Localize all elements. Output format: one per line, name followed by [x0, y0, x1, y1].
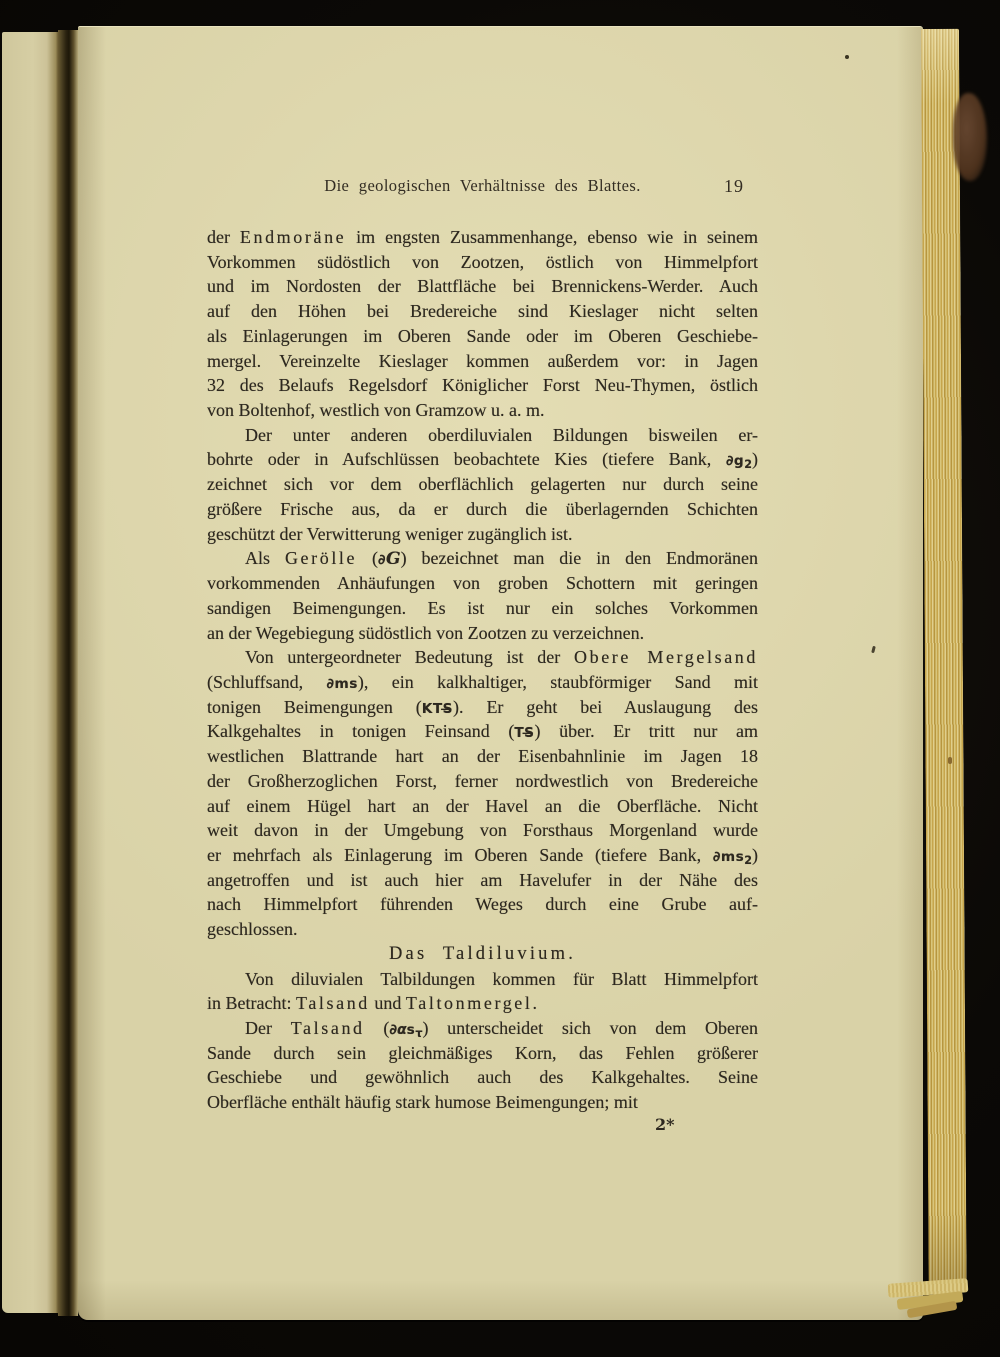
text-line	[207, 546, 758, 571]
text-segment: 2	[744, 853, 752, 867]
text-segment: 32 des Belaufs Regelsdorf Königlicher Forst Neu-Thymen, östlich	[207, 375, 758, 396]
text-line	[207, 917, 758, 942]
text-line	[207, 967, 758, 992]
text-segment: ∂ms	[712, 848, 745, 865]
text-segment: sandigen Beimengungen. Es ist nur ein solches Vorkommen	[207, 597, 758, 618]
paper-speck	[948, 757, 952, 764]
text-line	[207, 1065, 758, 1090]
text-segment: Der	[245, 1018, 291, 1038]
text-line	[207, 571, 758, 596]
text-segment: ) bezeichnet man die in den Endmoränen	[400, 548, 758, 569]
text-line	[207, 497, 758, 522]
text-segment: Das Taldiluvium.	[388, 943, 577, 964]
text-segment: Endmoräne	[239, 227, 347, 247]
paper-speck	[845, 55, 849, 59]
text-segment: geschützt der Verwitterung weniger zugänglich ist.	[207, 523, 573, 544]
binding-artifact	[953, 93, 987, 181]
text-segment: Sande durch sein gleichmäßiges Korn, das Fehlen größerer	[207, 1042, 758, 1063]
page-number: 19	[724, 176, 744, 196]
text-segment: TS̶	[514, 725, 535, 742]
text-line	[207, 645, 758, 670]
text-segment: Oberfläche enthält häufig stark humose Beimengungen; mit	[207, 1092, 638, 1113]
text-line	[207, 818, 758, 843]
facing-page-edge	[2, 32, 58, 1313]
text-segment: und im Nordosten der Blattfläche bei Brennickens-Werder. Auch	[207, 276, 758, 297]
text-line	[207, 1041, 758, 1066]
text-line	[207, 299, 758, 324]
text-segment: 2	[744, 458, 752, 472]
text-line	[207, 447, 758, 472]
text-segment: von Boltenhof, westlich von Gramzow u. a. m.	[207, 400, 545, 421]
text-segment: auf den Höhen bei Bredereiche sind Kieslager nicht selten	[207, 301, 758, 322]
text-segment: ∂	[378, 552, 386, 569]
text-segment: Gerölle	[284, 548, 358, 569]
text-segment: .	[532, 993, 538, 1014]
text-line	[207, 621, 758, 646]
text-line	[207, 472, 758, 497]
running-head-title: Die geologischen Verhältnisse des Blattes.	[324, 176, 641, 195]
text-segment: τ	[415, 1026, 423, 1040]
type-area	[207, 176, 758, 1134]
text-line	[207, 324, 758, 349]
text-segment: der	[207, 227, 240, 247]
text-segment: )	[752, 449, 758, 470]
text-line	[207, 373, 758, 398]
fore-edge-pages	[921, 29, 967, 1284]
text-segment: an der Wegebiegung südöstlich von Zootzen zu verzeichnen.	[207, 622, 645, 643]
text-segment: Taltonmergel	[405, 993, 533, 1014]
text-segment: größere Frische aus, da er durch die überlagernden Schichten	[207, 498, 758, 519]
text-segment: in Betracht:	[207, 993, 296, 1014]
text-segment: nach Himmelpfort führenden Weges durch eine Grube auf-	[207, 894, 758, 915]
text-line	[207, 744, 758, 769]
text-segment: Obere Mergelsand	[574, 647, 758, 668]
text-segment: Talsand	[290, 1018, 365, 1038]
text-line	[207, 423, 758, 448]
text-segment: Talsand	[295, 993, 370, 1014]
text-segment: westlichen Blattrande hart an der Eisenbahnlinie im Jagen 18	[207, 746, 758, 767]
text-segment: )	[752, 844, 758, 865]
text-line	[207, 398, 758, 423]
text-line	[207, 250, 758, 275]
text-line	[207, 225, 758, 250]
text-line	[207, 596, 758, 621]
text-segment: ), ein kalkhaltiger, staubförmiger Sand mit	[357, 671, 758, 692]
text-segment: Als	[245, 548, 285, 569]
text-segment: tonigen Beimengungen (	[207, 696, 422, 717]
text-line	[207, 695, 758, 720]
text-line	[207, 794, 758, 819]
text-segment: G	[385, 549, 401, 570]
gutter-shadow	[58, 30, 78, 1316]
text-segment: ∂g	[726, 453, 745, 470]
text-segment: Kalkgehaltes in tonigen Feinsand (	[207, 721, 515, 742]
text-line	[207, 1090, 758, 1115]
text-segment: (	[364, 1018, 390, 1038]
text-segment: ∂α	[389, 1022, 407, 1038]
text-segment: ). Er geht bei Auslaugung des	[453, 696, 758, 717]
text-body	[207, 225, 758, 1115]
text-line	[207, 991, 758, 1016]
text-segment: ∂ms	[326, 675, 358, 692]
text-segment: im engsten Zusammenhange, ebenso wie in seinem	[346, 227, 758, 247]
text-segment: Geschiebe und gewöhnlich auch des Kalkgehaltes. Seine	[207, 1067, 758, 1088]
text-segment: auf einem Hügel hart an der Havel an die Oberfläche. Nicht	[207, 795, 758, 816]
text-segment: ) über. Er tritt nur am	[534, 721, 758, 742]
text-segment: KTS̶	[421, 700, 454, 717]
text-segment: (	[357, 548, 379, 569]
text-line	[207, 892, 758, 917]
text-segment: zeichnet sich vor dem oberflächlich gelagerten nur durch seine	[207, 474, 758, 495]
text-segment: Vorkommen südöstlich von Zootzen, östlich von Himmelpfort	[207, 251, 758, 272]
text-segment: geschlossen.	[207, 919, 298, 940]
text-segment: er mehrfach als Einlagerung im Oberen Sande (tiefere Bank,	[207, 844, 713, 865]
text-line	[207, 522, 758, 547]
text-segment: bohrte oder in Aufschlüssen beobachtete Kies (tiefere Bank,	[207, 449, 726, 470]
text-segment: der Großherzoglichen Forst, ferner nordwestlich von Bredereiche	[207, 770, 758, 791]
text-segment: s	[406, 1022, 416, 1038]
text-segment: vorkommenden Anhäufungen von groben Schottern mit geringen	[207, 573, 758, 594]
text-segment: angetroffen und ist auch hier am Havelufer in der Nähe des	[207, 869, 758, 890]
text-segment: Der unter anderen oberdiluvialen Bildungen bisweilen er-	[245, 424, 758, 445]
running-head	[207, 176, 758, 198]
text-segment: Von diluvialen Talbildungen kommen für Blatt Himmelpfort	[245, 968, 758, 989]
text-line	[207, 719, 758, 744]
text-segment: (Schluffsand,	[207, 671, 327, 692]
text-segment: als Einlagerungen im Oberen Sande oder im Oberen Geschiebe-	[207, 325, 758, 346]
text-segment: ) unterscheidet sich von dem Oberen	[422, 1018, 758, 1038]
text-segment: mergel. Vereinzelte Kieslager kommen außerdem vor: in Jagen	[207, 350, 758, 371]
text-line	[207, 868, 758, 893]
text-line	[207, 349, 758, 374]
text-line	[207, 769, 758, 794]
text-segment: weit davon in der Umgebung von Forsthaus Morgenland wurde	[207, 820, 758, 841]
text-line	[207, 843, 758, 868]
text-line	[207, 274, 758, 299]
text-segment: und	[369, 993, 406, 1014]
text-line	[207, 1016, 758, 1041]
text-segment: Von untergeordneter Bedeutung ist der	[245, 647, 575, 668]
text-line	[207, 670, 758, 695]
signature-mark: 2*	[655, 1115, 675, 1134]
section-heading	[207, 942, 758, 967]
